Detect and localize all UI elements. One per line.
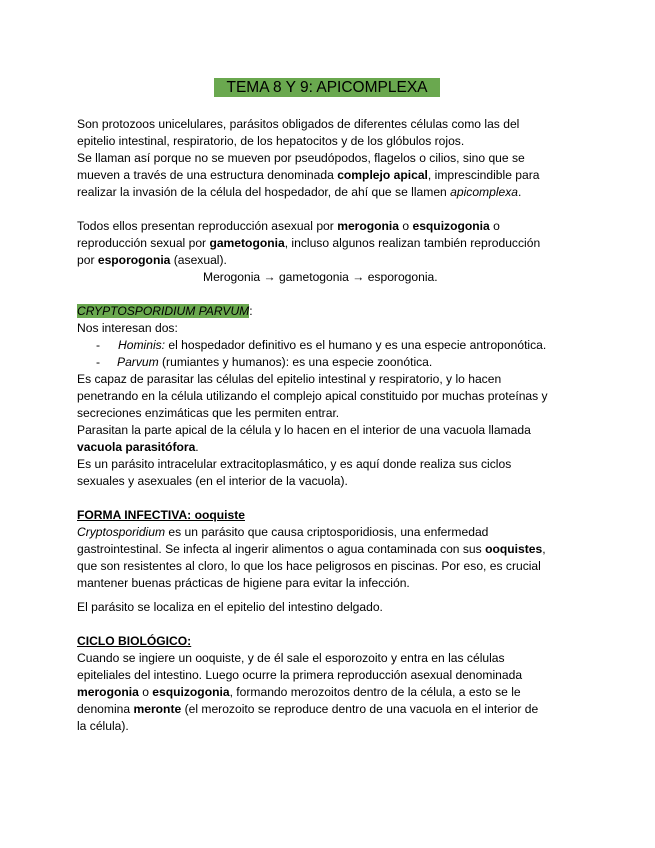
bold-term: meronte xyxy=(133,702,182,716)
text: o xyxy=(489,219,500,233)
text: . xyxy=(518,185,522,199)
species-name: Parvum xyxy=(117,355,159,369)
text: , xyxy=(542,542,546,556)
crypto-intro: Nos interesan dos: xyxy=(77,321,178,335)
crypto-line: Parasitan la parte apical de la célula y lo hacen en el interior de una vacuola llamada xyxy=(77,423,531,437)
section-heading-forma: FORMA INFECTIVA: ooquiste xyxy=(77,508,245,522)
text: o xyxy=(138,685,153,699)
bold-term: esquizogonia xyxy=(412,219,490,233)
intro-line: Se llaman así porque no se mueven por pseudópodos, flagelos o cilios, sino que se xyxy=(77,151,525,165)
bold-term: esquizogonia xyxy=(152,685,230,699)
bullet-item xyxy=(118,337,546,354)
intro-line: epitelio intestinal, respiratorio, de los hepatocitos y de los glóbulos rojos. xyxy=(77,134,465,148)
text: , imprescindible para xyxy=(427,168,540,182)
document-title: TEMA 8 Y 9: APICOMPLEXA xyxy=(214,78,440,97)
text: : xyxy=(249,304,253,318)
text: el hospedador definitivo es el humano y es una especie antroponótica. xyxy=(165,338,547,352)
species-name: Hominis: xyxy=(118,338,166,352)
text: reproducción sexual por xyxy=(77,236,210,250)
forma-line xyxy=(77,524,488,541)
crypto-line xyxy=(77,439,199,456)
crypto-line: secreciones enzimáticas que les permiten entrar. xyxy=(77,406,340,420)
text: o xyxy=(399,219,413,233)
section-heading-ciclo: CICLO BIOLÓGICO: xyxy=(77,634,192,648)
ciclo-line: la célula). xyxy=(77,719,129,733)
bold-term: esporogonia xyxy=(97,253,171,267)
crypto-line: penetrando en la célula utilizando el complejo apical constituido por muchas proteínas y xyxy=(77,389,548,403)
forma-line: El parásito se localiza en el epitelio del intestino delgado. xyxy=(77,600,383,614)
text: por xyxy=(77,253,98,267)
italic-term: apicomplexa xyxy=(450,185,519,199)
text: es un parásito que causa criptosporidiosis, una enfermedad xyxy=(165,525,489,539)
bold-term: ooquistes xyxy=(485,542,543,556)
text: . xyxy=(195,440,199,454)
text: gastrointestinal. Se infecta al ingerir alimentos o agua contaminada con sus xyxy=(77,542,486,556)
text: realizar la invasión de la célula del hospedador, de ahí que se llamen xyxy=(77,185,451,199)
crypto-line: sexuales y asexuales (en el interior de la vacuola). xyxy=(77,474,348,488)
text: (rumiantes y humanos): es una especie zoonótica. xyxy=(158,355,433,369)
ciclo-line xyxy=(77,701,538,718)
bold-term: merogonia xyxy=(337,219,400,233)
bullet-dash: - xyxy=(96,355,101,369)
text: denomina xyxy=(77,702,134,716)
repro-line xyxy=(77,252,227,269)
bullet-dash: - xyxy=(96,338,101,352)
forma-line xyxy=(77,541,546,558)
bullet-item xyxy=(117,354,432,371)
text: , formando merozoitos dentro de la célula, a esto se le xyxy=(229,685,521,699)
crypto-line: Es un parásito intracelular extracitoplasmático, y es aquí donde realiza sus ciclos xyxy=(77,457,512,471)
text: Todos ellos presentan reproducción asexual por xyxy=(77,219,338,233)
text: (el merozoito se reproduce dentro de una vacuola en el interior de xyxy=(181,702,539,716)
section-heading-crypto xyxy=(77,303,253,320)
ciclo-line xyxy=(77,684,521,701)
sequence-line: Merogonia → gametogonia → esporogonia. xyxy=(203,270,438,284)
bold-term: complejo apical xyxy=(337,168,428,182)
ciclo-line: Cuando se ingiere un ooquiste, y de él sale el esporozoito y entra en las células xyxy=(77,651,505,665)
forma-line: mantener buenas prácticas de higiene para evitar la infección. xyxy=(77,576,410,590)
text: (asexual). xyxy=(170,253,227,267)
forma-line: que son resistentes al cloro, lo que los hace peligrosos en piscinas. Por eso, es crucial xyxy=(77,559,541,573)
highlighted-heading: CRYPTOSPORIDIUM PARVUM xyxy=(77,304,250,318)
italic-term: Cryptosporidium xyxy=(77,525,166,539)
bold-term: vacuola parasitófora xyxy=(77,440,196,454)
text: , incluso algunos realizan también reproducción xyxy=(284,236,541,250)
repro-line xyxy=(77,218,500,235)
bold-term: merogonia xyxy=(77,685,139,699)
bold-term: gametogonia xyxy=(209,236,285,250)
intro-line xyxy=(77,184,521,201)
intro-line xyxy=(77,167,540,184)
text: mueven a través de una estructura denominada xyxy=(77,168,338,182)
ciclo-line: epiteliales del intestino. Luego ocurre la primera reproducción asexual denominada xyxy=(77,668,523,682)
repro-line xyxy=(77,235,540,252)
intro-line: Son protozoos unicelulares, parásitos obligados de diferentes células como las del xyxy=(77,117,520,131)
crypto-line: Es capaz de parasitar las células del epitelio intestinal y respiratorio, y lo hacen xyxy=(77,372,502,386)
